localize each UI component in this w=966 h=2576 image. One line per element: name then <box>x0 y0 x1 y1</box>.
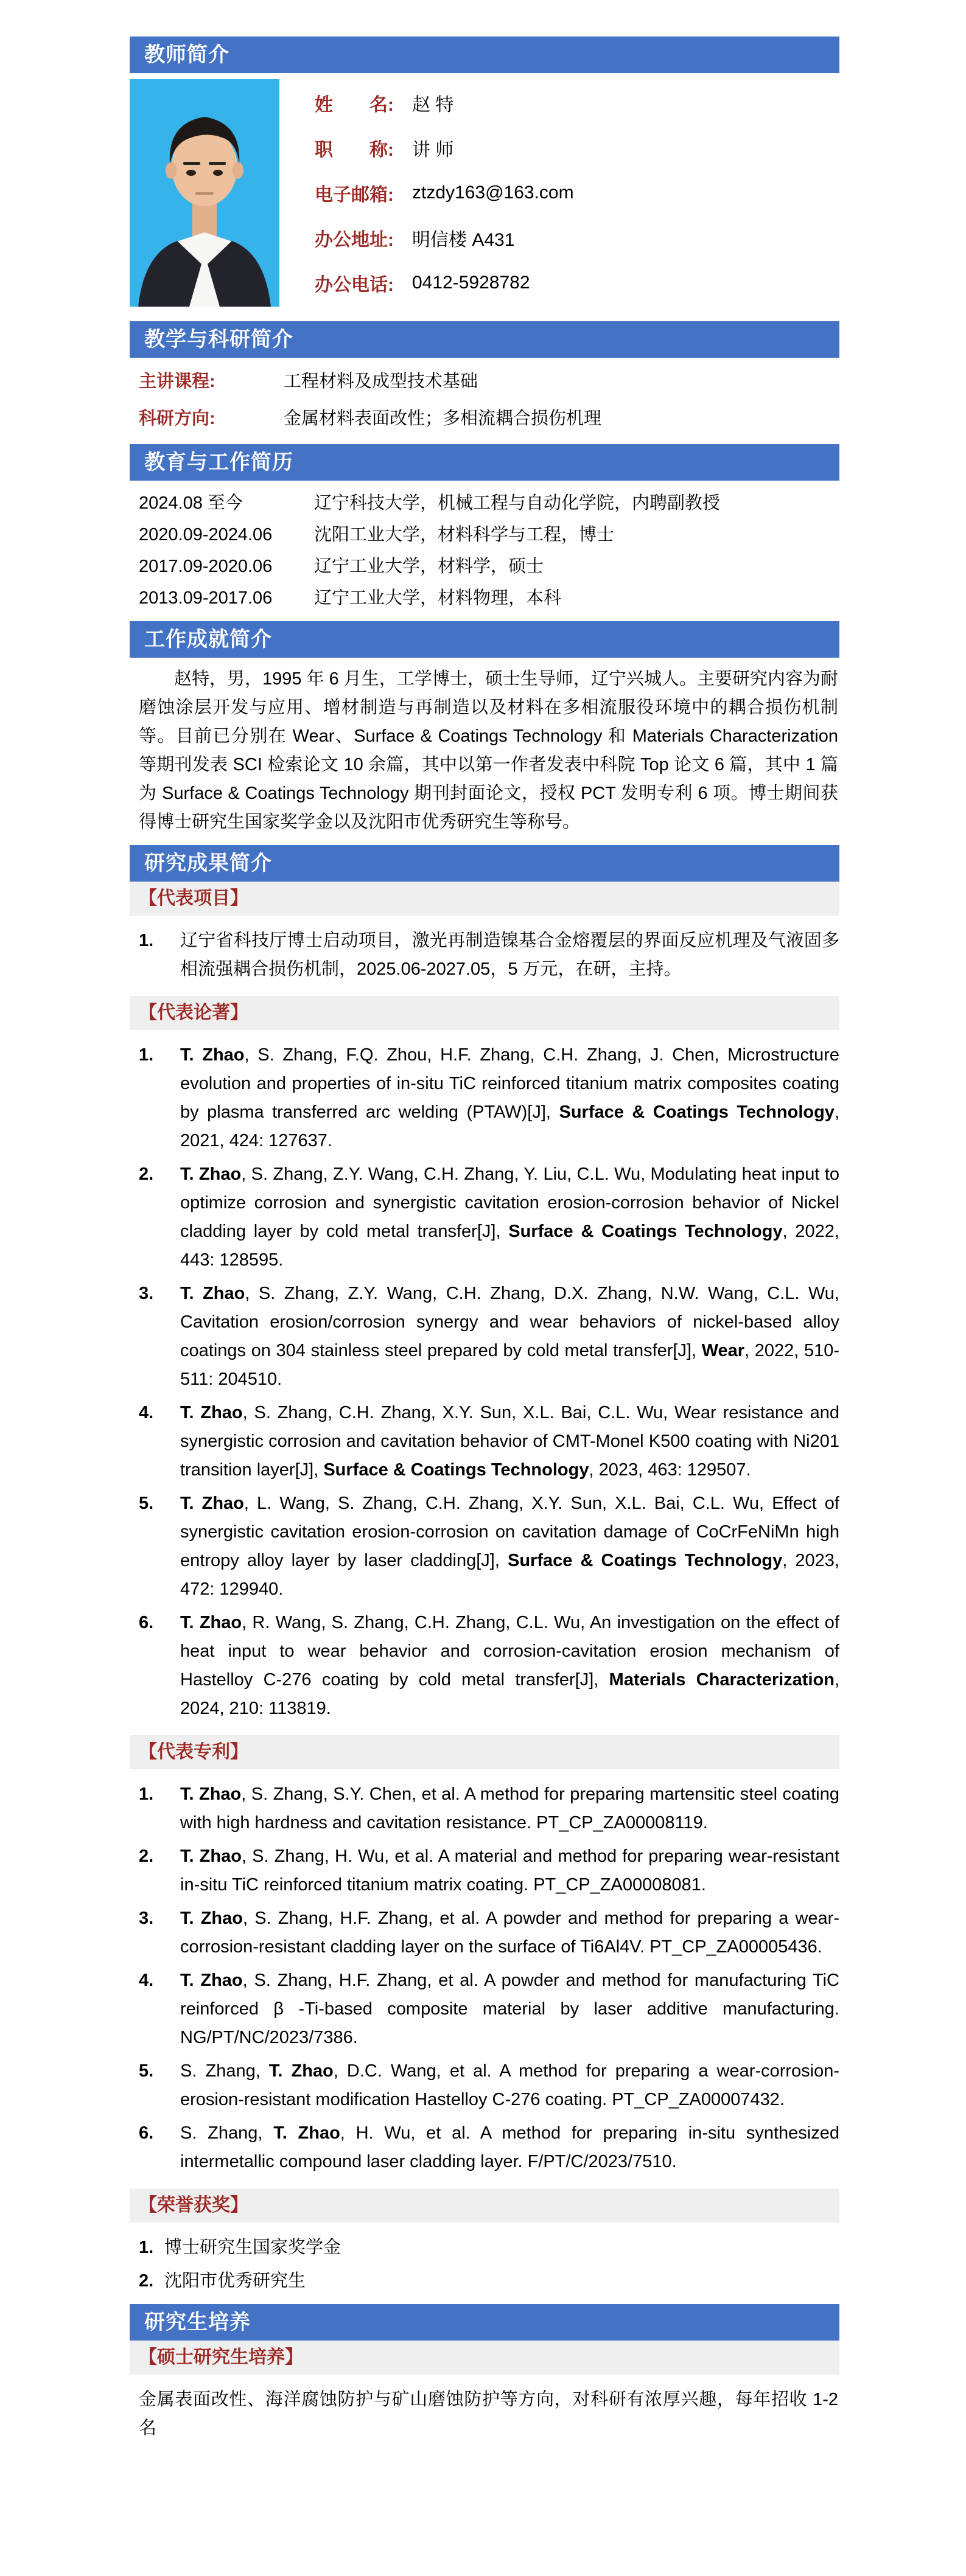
section-header-teacher-profile: 教师简介 <box>130 37 839 73</box>
list-item-text <box>180 1904 839 1962</box>
teaching-row-value: 工程材料及成型技术基础 <box>284 372 478 391</box>
subsection-title-awards: 【荣誉获奖】 <box>130 2188 839 2223</box>
plain-text: , 2022, 510-511: 204510. <box>180 1341 839 1389</box>
profile-field-value: 讲 师 <box>412 140 454 160</box>
publication-item <box>139 1609 839 1723</box>
teaching-row-label: 主讲课程: <box>139 372 215 391</box>
patent-item <box>139 1842 839 1899</box>
profile-field-row <box>315 125 574 170</box>
teaching-row-label: 科研方向: <box>139 409 215 428</box>
subsection-title-projects: 【代表项目】 <box>130 882 839 916</box>
profile-field-label: 职 称: <box>315 140 394 160</box>
plain-text: , S. Zhang, Z.Y. Wang, C.H. Zhang, D.X. Zhang, N.W. Wang, C.L. Wu, Cavitation erosion/corrosion synergy and wear behaviors of nickel-based alloy coatings on 304 stainless steel prepared by cold metal transfer[J], <box>180 1284 839 1360</box>
patent-item <box>139 1904 839 1962</box>
profile-fields <box>315 79 574 307</box>
list-item-text <box>180 1609 839 1723</box>
education-period: 2017.09-2020.06 <box>139 557 273 576</box>
list-item-number: 2. <box>139 2271 154 2291</box>
list-item-text <box>180 1399 839 1485</box>
teaching-row <box>139 367 839 396</box>
patent-item <box>139 1780 839 1837</box>
profile-field-value: 明信楼 A431 <box>412 230 515 250</box>
bold-text: T. Zhao <box>273 2123 340 2143</box>
bold-text: Wear <box>701 1341 745 1360</box>
profile-field-row <box>315 260 574 305</box>
plain-text: , S. Zhang, S.Y. Chen, et al. A method for preparing martensitic steel coating with high hardness and cavitation resistance. PT_CP_ZA00008119. <box>180 1784 839 1833</box>
section-header-education-work: 教育与工作简历 <box>130 444 839 481</box>
bold-text: T. Zhao <box>180 1847 242 1866</box>
plain-text: , R. Wang, S. Zhang, C.H. Zhang, C.L. Wu, An investigation on the effect of heat input to wear behavior and corrosion-cavitation erosion mechanism of Hastelloy C-276 coating by cold metal transfer[J], <box>180 1613 839 1690</box>
education-row <box>139 584 839 613</box>
education-period: 2013.09-2017.06 <box>139 588 273 608</box>
plain-text: , 2024, 210: 113819. <box>180 1670 839 1718</box>
education-row <box>139 489 839 518</box>
publication-item <box>139 1160 839 1275</box>
list-item-number: 3. <box>139 1909 154 1928</box>
teaching-rows <box>130 367 839 433</box>
bold-text: T. Zhao <box>180 1164 242 1184</box>
plain-text: , S. Zhang, F.Q. Zhou, H.F. Zhang, C.H. Zhang, J. Chen, Microstructure evolution and properties of in-situ TiC reinforced titanium matrix composites coating by plasma transferred arc welding (PTAW)[J], <box>180 1045 840 1122</box>
list-item-number: 1. <box>139 2238 154 2257</box>
subsection-title-publications: 【代表论著】 <box>130 996 839 1030</box>
plain-text: , S. Zhang, H.F. Zhang, et al. A powder and method for preparing a wear-corrosion-resistant cladding layer on the surface of Ti6Al4V. PT_CP_ZA00005436. <box>180 1909 839 1957</box>
bold-text: T. Zhao <box>268 2061 334 2081</box>
section-header-achievements: 工作成就简介 <box>130 621 839 658</box>
list-item-number: 2. <box>139 1164 154 1184</box>
education-rows <box>130 489 839 613</box>
profile-field-value: ztzdy163@163.com <box>412 183 574 203</box>
profile-field-row <box>315 80 574 125</box>
publication-item <box>139 1489 839 1604</box>
plain-text: , L. Wang, S. Zhang, C.H. Zhang, X.Y. Sun, X.L. Bai, C.L. Wu, Effect of synergistic cavitation erosion-corrosion on cavitation damage of CoCrFeNiMn high entropy alloy layer by laser cladding[J], <box>180 1494 839 1570</box>
list-item-text <box>180 2057 839 2114</box>
subsection-title-patents: 【代表专利】 <box>130 1735 839 1769</box>
plain-text: S. Zhang, <box>180 2061 269 2081</box>
patents-list <box>130 1780 839 2176</box>
bold-text: T. Zhao <box>180 1909 243 1928</box>
list-item-number: 4. <box>139 1971 154 1990</box>
list-item-text <box>180 2119 839 2176</box>
list-item-text <box>180 1966 839 2052</box>
education-detail: 沈阳工业大学，材料科学与工程，博士 <box>314 525 615 545</box>
subsection-title-master-training: 【硕士研究生培养】 <box>130 2341 839 2375</box>
profile-field-row <box>315 215 574 260</box>
profile-field-label: 办公地址: <box>315 230 394 250</box>
list-item-text <box>180 1842 839 1899</box>
profile-photo <box>130 79 279 307</box>
education-period: 2024.08 至今 <box>139 493 243 513</box>
award-item <box>139 2267 839 2296</box>
list-item-text <box>180 1041 839 1155</box>
achievements-paragraph: 赵特，男，1995 年 6 月生，工学博士，硕士生导师，辽宁兴城人。主要研究内容为耐磨蚀涂层开发与应用、增材制造与再制造以及材料在多相流服役环境中的耦合损伤机制等。目前已分别在 Wear、Surface & Coatings Technology 和 Materials Characterization 等期刊发表 SCI 检索论文 10 余篇，其中以第一作者发表中科院 Top 论文 6 篇，其中 1 篇为 Surface & Coatings Technology 期刊封面论文，授权 PCT 发明专利 6 项。博士期间获得博士研究生国家奖学金以及沈阳市优秀研究生等称号。 <box>139 669 838 832</box>
plain-text: S. Zhang, <box>180 2123 274 2143</box>
bold-text: T. Zhao <box>180 1284 245 1303</box>
education-row <box>139 521 839 549</box>
publication-item <box>139 1399 839 1485</box>
list-item-number: 3. <box>139 1284 154 1303</box>
bold-text: Surface & Coatings Technology <box>559 1102 835 1122</box>
plain-text: , S. Zhang, H.F. Zhang, et al. A powder and method for manufacturing TiC reinforced β -Ti-based composite material by laser additive manufacturing. NG/PT/NC/2023/7386. <box>180 1971 840 2047</box>
projects-list <box>130 927 839 984</box>
list-item-number: 1. <box>139 931 154 950</box>
plain-text: , H. Wu, et al. A method for preparing in-situ synthesized intermetallic compound laser cladding layer. F/PT/C/2023/7510. <box>180 2123 839 2171</box>
list-item-text <box>180 927 839 984</box>
list-item-number: 2. <box>139 1847 154 1866</box>
plain-text: 辽宁省科技厅博士启动项目，激光再制造镍基合金熔覆层的界面反应机理及气液固多相流强耦合损伤机制，2025.06-2027.05，5 万元，在研，主持。 <box>180 931 839 979</box>
bold-text: T. Zhao <box>180 1784 242 1804</box>
section-header-teaching-research: 教学与科研简介 <box>130 321 839 358</box>
teaching-row <box>139 405 839 433</box>
publication-item <box>139 1279 839 1394</box>
plain-text: , S. Zhang, C.H. Zhang, X.Y. Sun, X.L. Bai, C.L. Wu, Wear resistance and synergistic corrosion and cavitation behavior of CMT-Monel K500 coating with Ni201 transition layer[J], <box>180 1403 839 1480</box>
list-item-text <box>180 1489 839 1604</box>
section-header-graduate-training: 研究生培养 <box>130 2304 839 2341</box>
education-row <box>139 552 839 581</box>
patent-item <box>139 1966 839 2052</box>
training-paragraph: 金属表面改性、海洋腐蚀防护与矿山磨蚀防护等方向，对科研有浓厚兴趣，每年招收 1-2 名 <box>139 2390 838 2438</box>
bold-text: Surface & Coatings Technology <box>508 1222 783 1241</box>
profile-field-row <box>315 170 574 215</box>
list-item-text <box>180 1279 839 1394</box>
profile-field-label: 电子邮箱: <box>315 185 394 205</box>
patent-item <box>139 2119 839 2176</box>
content-column <box>130 0 839 2443</box>
profile-field-value: 0412-5928782 <box>412 273 530 293</box>
list-item-text: 博士研究生国家奖学金 <box>164 2238 341 2257</box>
list-item-number: 1. <box>139 1045 154 1065</box>
plain-text: , 2023, 472: 129940. <box>180 1551 839 1599</box>
list-item-number: 6. <box>139 2123 154 2143</box>
plain-text: , 2023, 463: 129507. <box>589 1460 751 1480</box>
list-item-number: 6. <box>139 1613 154 1632</box>
list-item-number: 1. <box>139 1784 154 1804</box>
award-item <box>139 2233 839 2262</box>
bold-text: T. Zhao <box>180 1613 242 1632</box>
list-item-text: 沈阳市优秀研究生 <box>164 2271 306 2291</box>
education-detail: 辽宁工业大学，材料物理，本科 <box>314 588 562 608</box>
plain-text: , D.C. Wang, et al. A method for preparing a wear-corrosion-erosion-resistant modification Hastelloy C-276 coating. PT_CP_ZA00007432. <box>180 2061 840 2109</box>
profile-block <box>130 79 839 307</box>
plain-text: , S. Zhang, Z.Y. Wang, C.H. Zhang, Y. Liu, C.L. Wu, Modulating heat input to optimize corrosion and synergistic cavitation erosion-corrosion behavior of Nickel cladding layer by cold metal transfer[J], <box>180 1164 840 1241</box>
bold-text: T. Zhao <box>180 1045 245 1065</box>
list-item-number: 5. <box>139 2061 154 2081</box>
project-item <box>139 927 839 984</box>
bold-text: T. Zhao <box>180 1971 243 1990</box>
list-item-number: 4. <box>139 1403 154 1422</box>
portrait-illustration <box>130 79 279 307</box>
profile-field-label: 姓 名: <box>315 95 394 115</box>
profile-field-label: 办公电话: <box>315 275 394 295</box>
education-detail: 辽宁科技大学，机械工程与自动化学院，内聘副教授 <box>314 493 721 513</box>
plain-text: , S. Zhang, H. Wu, et al. A material and method for preparing wear-resistant in-situ TiC reinforced titanium matrix coating. PT_CP_ZA00008081. <box>180 1847 839 1895</box>
publication-item <box>139 1041 839 1155</box>
awards-list <box>130 2233 839 2296</box>
teaching-row-value: 金属材料表面改性；多相流耦合损伤机理 <box>284 409 602 428</box>
list-item-text <box>180 1160 839 1275</box>
bold-text: Surface & Coatings Technology <box>323 1460 589 1480</box>
plain-text: , 2021, 424: 127637. <box>180 1102 839 1150</box>
profile-field-value: 赵 特 <box>412 95 454 115</box>
plain-text: , 2022, 443: 128595. <box>180 1222 839 1270</box>
education-detail: 辽宁工业大学，材料学，硕士 <box>314 557 544 576</box>
list-item-number: 5. <box>139 1494 154 1513</box>
patent-item <box>139 2057 839 2114</box>
bold-text: T. Zhao <box>180 1494 244 1513</box>
bold-text: Surface & Coatings Technology <box>508 1551 783 1570</box>
bold-text: Materials Characterization <box>609 1670 835 1690</box>
list-item-text <box>180 1780 839 1837</box>
bold-text: T. Zhao <box>180 1403 243 1422</box>
section-header-research-results: 研究成果简介 <box>130 845 839 882</box>
publications-list <box>130 1041 839 1723</box>
education-period: 2020.09-2024.06 <box>139 525 273 545</box>
